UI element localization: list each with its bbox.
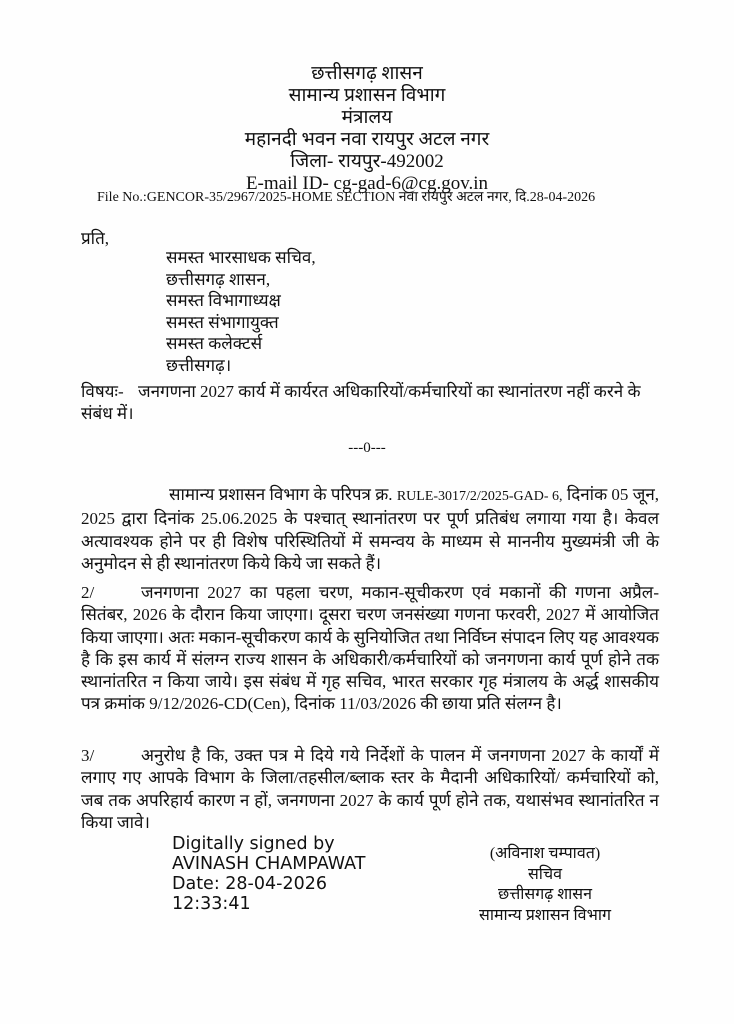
- letterhead-office: मंत्रालय: [341, 107, 393, 128]
- digital-signature-time: 12:33:41: [172, 894, 251, 914]
- digital-signature: [172, 834, 365, 914]
- letterhead-department: सामान्य प्रशासन विभाग: [288, 85, 446, 106]
- recipient-line: छत्तीसगढ़ शासन,: [166, 269, 271, 289]
- circular-reference: RULE-3017/2/2025-GAD- 6,: [396, 489, 563, 504]
- digital-signature-line: Digitally signed by: [172, 834, 335, 854]
- file-number: File No.:GENCOR-35/2967/2025-HOME SECTION नवा रायपुर अटल नगर, दि.28-04-2026: [97, 190, 596, 205]
- paragraph-3: [81, 745, 659, 834]
- subject: [81, 381, 661, 425]
- letterhead-district: जिला- रायपुर-492002: [290, 151, 444, 172]
- recipient-line: समस्त विभागाध्यक्ष: [166, 291, 281, 310]
- digital-signature-date: Date: 28-04-2026: [172, 874, 327, 894]
- recipient-block: [166, 247, 316, 376]
- letterhead-state: छत्तीसगढ़ शासन: [311, 63, 423, 84]
- recipient-line: छत्तीसगढ़।: [166, 355, 232, 375]
- paragraph-number: 2/: [81, 583, 95, 602]
- letterhead-email: E-mail ID- cg-gad-6@cg.gov.in: [245, 173, 489, 194]
- paragraph-1-intro: सामान्य प्रशासन विभाग के परिपत्र क्र.: [169, 485, 393, 504]
- recipient-line: समस्त कलेक्टर्स: [166, 334, 263, 353]
- salutation: प्रति,: [81, 229, 110, 248]
- separator: ---0---: [348, 440, 386, 456]
- signatory-designation: सचिव: [527, 865, 563, 883]
- digital-signature-name: AVINASH CHAMPAWAT: [172, 854, 366, 874]
- paragraph-2: [81, 582, 659, 716]
- recipient-line: समस्त संभागायुक्त: [166, 312, 279, 332]
- recipient-line: समस्त भारसाधक सचिव,: [166, 248, 316, 267]
- letterhead: [0, 63, 734, 195]
- paragraph-1-body: दिनांक 05 जून, 2025 द्वारा दिनांक 25.06.2025 के पश्चात् स्थानांतरण पर पूर्ण प्रतिबंध लगाया गया है। केवल अत्यावश्यक होने पर ही विशेष परिस्थितियों में समन्वय के माध्यम से माननीय मुख्यमंत्री जी के अनुमोदन से ही स्थानांतरण किये किये जा सकते हैं।: [81, 485, 660, 573]
- signatory-department: सामान्य प्रशासन विभाग: [479, 906, 611, 924]
- paragraph-3-body: अनुरोध है कि, उक्त पत्र मे दिये गये निर्देशों के पालन में जनगणना 2027 के कार्यों में लगाए गए आपके विभाग के जिला/तहसील/ब्लाक स्तर के मैदानी अधिकारियों/ कर्मचारियों को, जब तक अपरिहार्य कारण न हों, जनगणना 2027 के कार्य पूर्ण होने तक, यथासंभव स्थानांतरित न किया जावे।: [81, 746, 659, 832]
- letterhead-address: महानदी भवन नवा रायपुर अटल नगर: [244, 129, 490, 150]
- signatory-government: छत्तीसगढ़ शासन: [498, 886, 592, 903]
- paragraph-2-body: जनगणना 2027 का पहला चरण, मकान-सूचीकरण एवं मकानों की गणना अप्रैल-सितंबर, 2026 के दौरान किया जाएगा। दूसरा चरण जनसंख्या गणना फरवरी, 2027 में आयोजित किया जाएगा। अतः मकान-सूचीकरण कार्य के सुनियोजित तथा निर्विघ्न संपादन लिए यह आवश्यक है कि इस कार्य में संलग्न राज्य शासन के अधिकारी/कर्मचारियों को जनगणना कार्य पूर्ण होने तक स्थानांतरित न किया जाये। इस संबंध में गृह सचिव, भारत सरकार गृह मंत्रालय के अर्द्ध शासकीय पत्र क्रमांक 9/12/2026-CD(Cen), दिनांक 11/03/2026 की छाया प्रति संलग्न है।: [81, 583, 659, 714]
- paragraph-1: [81, 484, 659, 575]
- paragraph-number: 3/: [81, 746, 95, 765]
- signatory-block: [455, 844, 635, 926]
- subject-text: जनगणना 2027 कार्य में कार्यरत अधिकारियों/कर्मचारियों का स्थानांतरण नहीं करने के संबंध में।: [81, 382, 641, 423]
- subject-label: विषयः-: [81, 382, 124, 401]
- signatory-name: (अविनाश चम्पावत): [489, 845, 601, 862]
